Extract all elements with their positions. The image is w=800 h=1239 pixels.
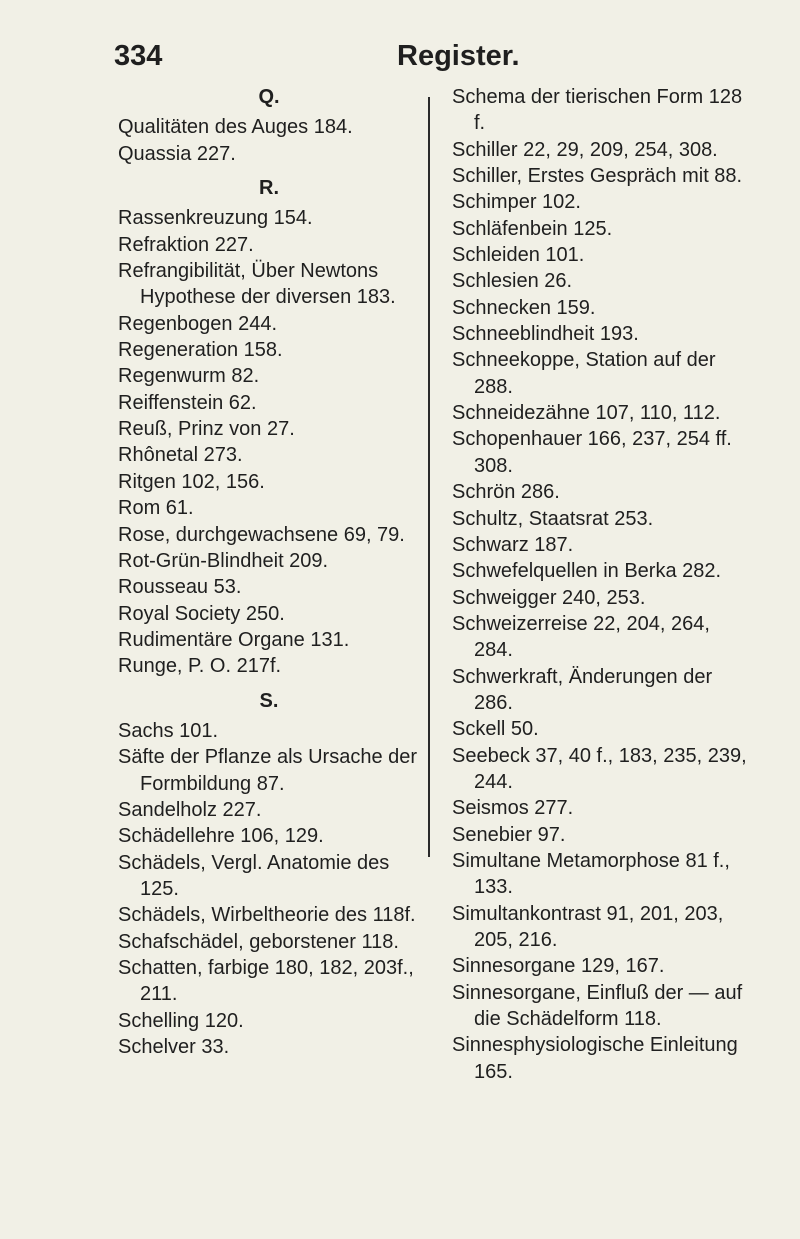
index-entry: Runge, P. O. 217f. — [118, 655, 282, 678]
index-entry: Schwerkraft, Änderungen der 286. — [452, 665, 713, 714]
index-entry: Quassia 227. — [118, 142, 236, 165]
index-entry: Sinnesphysiologische Einleitung 165. — [452, 1034, 738, 1083]
index-entry: Refrangibilität, Über Newtons Hypothese der diversen 183. — [118, 260, 396, 309]
index-entry: Schrön 286. — [452, 481, 560, 504]
index-entry: Rose, durchgewachsene 69, 79. — [118, 523, 405, 546]
index-entry: Senebier 97. — [452, 823, 566, 846]
index-entry: Rudimentäre Organe 131. — [118, 628, 350, 651]
index-entry: Simultankontrast 91, 201, 203, 205, 216. — [452, 902, 724, 951]
index-entry: Schwarz 187. — [452, 533, 574, 556]
index-entry: Schultz, Staatsrat 253. — [452, 507, 654, 530]
index-entry: Regeneration 158. — [118, 339, 283, 362]
index-entry: Sandelholz 227. — [118, 798, 262, 821]
page-number: 334 — [114, 40, 163, 72]
index-column-left — [118, 84, 420, 1060]
index-entry: Schwefelquellen in Berka 282. — [452, 560, 722, 583]
index-entry: Schläfenbein 125. — [452, 217, 613, 240]
section-letter: R. — [259, 177, 279, 200]
index-entry: Seismos 277. — [452, 797, 574, 820]
index-entry: Schelling 120. — [118, 1009, 244, 1032]
index-entry: Schatten, farbige 180, 182, 203f., 211. — [118, 957, 414, 1006]
index-entry: Rassenkreuzung 154. — [118, 207, 313, 230]
running-title: Register. — [397, 40, 520, 72]
index-entry: Rot-Grün-Blindheit 209. — [118, 549, 329, 572]
index-entry: Qualitäten des Auges 184. — [118, 116, 353, 139]
index-entry: Schiller, Erstes Gespräch mit 88. — [452, 165, 743, 188]
index-entry: Rom 61. — [118, 497, 194, 520]
index-entry: Schlesien 26. — [452, 270, 573, 293]
index-entry: Schelver 33. — [118, 1036, 230, 1059]
index-entry: Schimper 102. — [452, 191, 581, 214]
index-entry: Royal Society 250. — [118, 602, 285, 625]
index-entry: Seebeck 37, 40 f., 183, 235, 239, 244. — [452, 744, 747, 793]
index-entry: Schleiden 101. — [452, 244, 585, 267]
index-entry: Säfte der Pflanze als Ursache der Formbildung 87. — [118, 746, 418, 795]
index-entry: Schweizerreise 22, 204, 264, 284. — [452, 612, 710, 662]
index-entry: Rhônetal 273. — [118, 444, 243, 467]
index-entry: Refraktion 227. — [118, 233, 254, 256]
index-entry: Sinnesorgane, Einfluß der — auf die Schädelform 118. — [452, 981, 743, 1031]
index-entry: Rousseau 53. — [118, 576, 242, 599]
index-entry: Schafschädel, geborstener 118. — [118, 930, 399, 953]
index-entry: Schneeblindheit 193. — [452, 323, 639, 346]
index-entry: Sachs 101. — [118, 719, 219, 742]
index-entry: Schneekoppe, Station auf der 288. — [452, 349, 716, 398]
index-entry: Schädels, Wirbeltheorie des 118f. — [118, 904, 416, 927]
index-entry: Schweigger 240, 253. — [452, 586, 646, 609]
index-entry: Sckell 50. — [452, 718, 539, 741]
index-entry: Schädels, Vergl. Anatomie des 125. — [118, 851, 390, 900]
index-entry: Sinnesorgane 129, 167. — [452, 955, 665, 978]
index-entry: Ritgen 102, 156. — [118, 470, 265, 493]
index-entry: Schneidezähne 107, 110, 112. — [452, 402, 721, 425]
section-letter: S. — [259, 689, 279, 712]
index-entry: Schiller 22, 29, 209, 254, 308. — [452, 138, 718, 161]
index-entry: Regenbogen 244. — [118, 312, 278, 335]
section-letter: Q. — [258, 86, 280, 108]
index-entry: Regenwurm 82. — [118, 365, 260, 388]
index-column-right — [452, 84, 748, 1085]
index-entry: Schnecken 159. — [452, 296, 596, 319]
index-entry: Reuß, Prinz von 27. — [118, 418, 295, 441]
index-entry: Schopenhauer 166, 237, 254 ff. 308. — [452, 428, 732, 477]
index-entry: Reiffenstein 62. — [118, 391, 257, 414]
index-entry: Schädellehre 106, 129. — [118, 825, 324, 848]
index-entry: Simultane Metamorphose 81 f., 133. — [452, 849, 730, 899]
column-divider — [428, 97, 430, 857]
index-entry: Schema der tierischen Form 128 f. — [452, 86, 743, 135]
page-header — [0, 40, 800, 80]
